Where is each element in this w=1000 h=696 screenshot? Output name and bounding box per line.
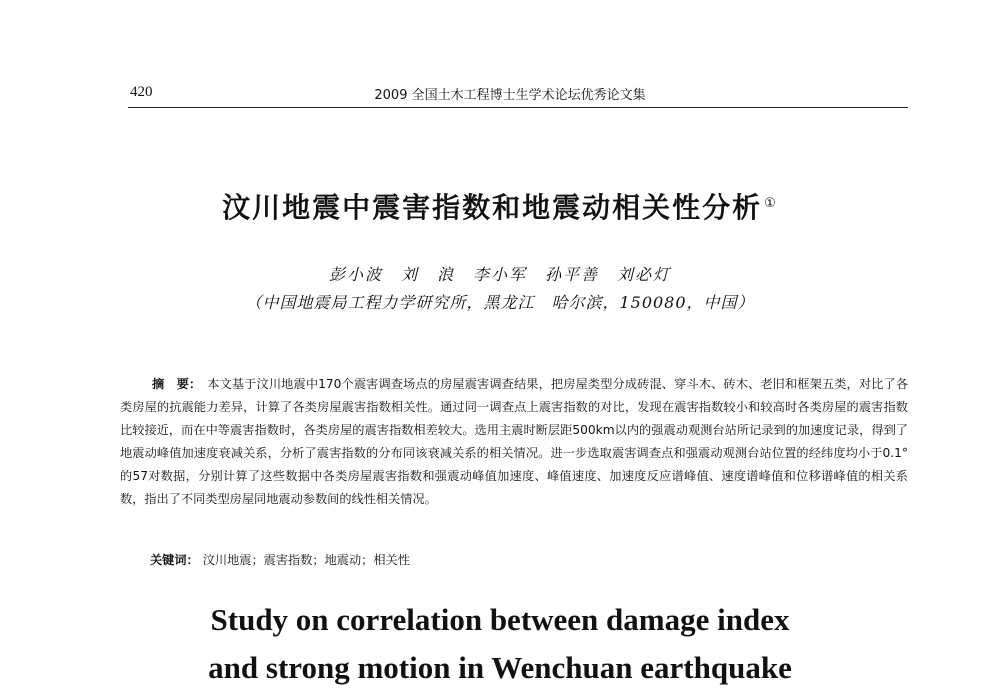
affiliation: （中国地震局工程力学研究所，黑龙江 哈尔滨，150080，中国） xyxy=(245,293,755,312)
keywords-label: 关键词： xyxy=(150,553,199,567)
keywords xyxy=(150,551,410,568)
author-list: 彭小波 刘 浪 李小军 孙平善 刘必灯 xyxy=(328,265,671,284)
footnote-mark: ① xyxy=(764,195,778,211)
header-rule xyxy=(128,107,908,108)
abstract-label: 摘 要： xyxy=(152,377,202,391)
english-title-line-2: and strong motion in Wenchuan earthquake xyxy=(208,650,792,685)
abstract xyxy=(120,373,908,511)
page-number: 420 xyxy=(130,84,153,100)
abstract-text: 本文基于汶川地震中170个震害调查场点的房屋震害调查结果，把房屋类型分成砖混、穿斗木、砖木、老旧和框架五类，对比了各类房屋的抗震能力差异，计算了各类房屋震害指数相关性。通过同一调查点上震害指数的对比，发现在震害指数较小和较高时各类房屋的震害指数比较接近，而在中等震害指数时，各类房屋的震害指数相差较大。选用主震时断层距500km以内的强震动观测台站所记录到的加速度记录，得到了地震动峰值加速度衰减关系，分析了震害指数的分布同该衰减关系的相关情况。进一步选取震害调查点和强震动观测台站位置的经纬度均小于0.1°的57对数据，分别计算了这些数据中各类房屋震害指数和强震动峰值加速度、峰值速度、加速度反应谱峰值、速度谱峰值和位移谱峰值的相关系数，指出了不同类型房屋同地震动参数间的线性相关情况。 xyxy=(120,377,909,506)
english-title-line-1: Study on correlation between damage index xyxy=(210,602,790,637)
running-title: 2009 全国土木工程博士生学术论坛优秀论文集 xyxy=(374,88,646,103)
english-title xyxy=(0,596,1000,692)
paper-title-text: 汶川地震中震害指数和地震动相关性分析 xyxy=(222,191,763,224)
keywords-text: 汶川地震；震害指数；地震动；相关性 xyxy=(202,553,410,567)
paper-title xyxy=(0,186,1000,226)
